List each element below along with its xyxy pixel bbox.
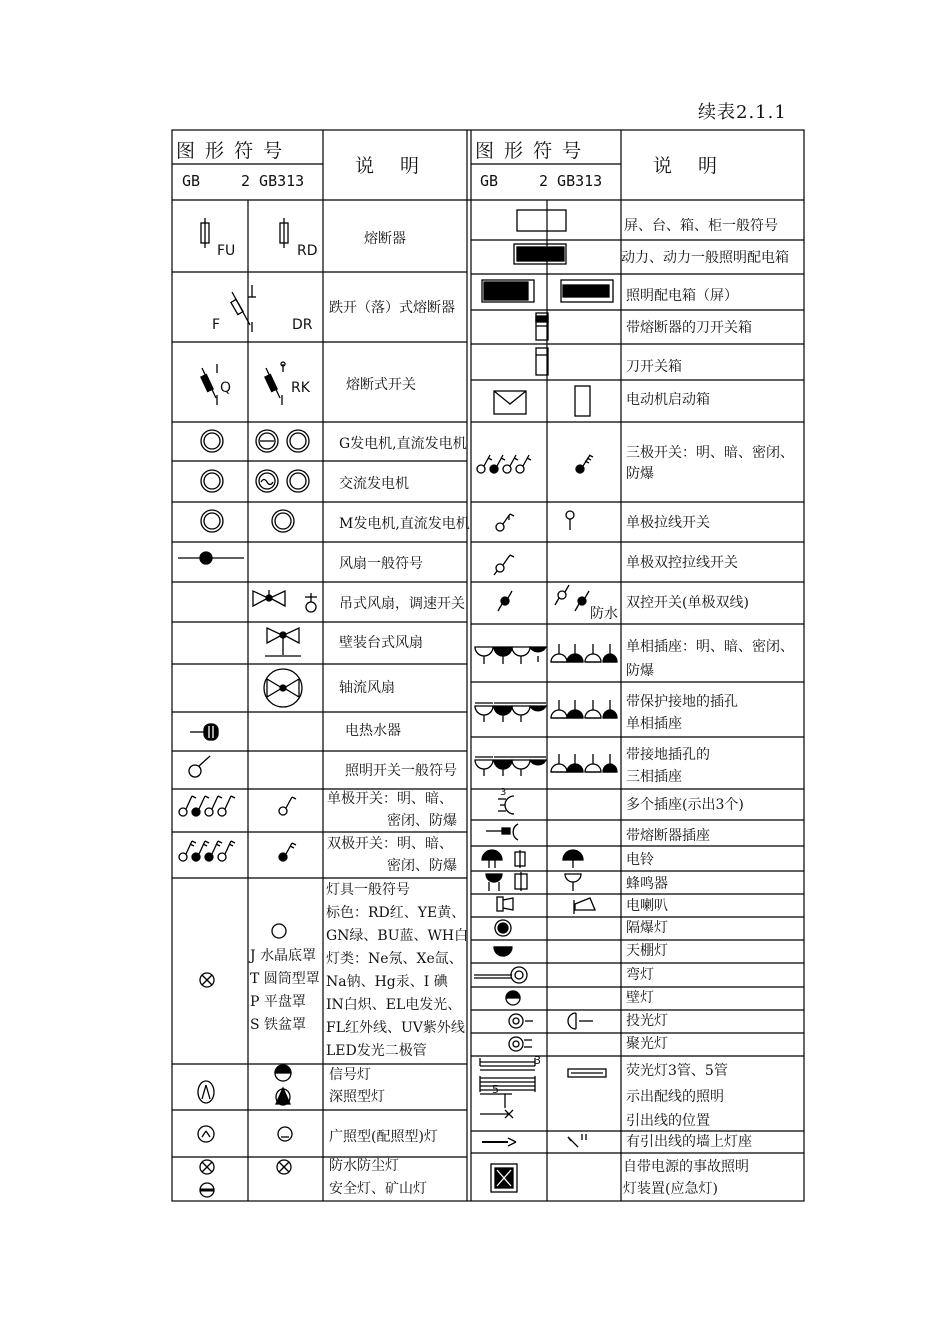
right-desc-panel: 屏、台、箱、柜一般符号 <box>624 218 778 234</box>
fuse-switch-label-q: Q <box>220 380 232 396</box>
socket-icons-2 <box>475 700 617 722</box>
left-desc-signal-lamp: 信号灯 <box>329 1067 371 1083</box>
drop-fuse-label-dr: DR <box>292 317 313 333</box>
buzzer-icons <box>486 872 581 891</box>
left-desc-m-generator: M发电机,直流发电机 <box>339 516 470 532</box>
continued-caption: 续表2.1.1 <box>698 102 787 123</box>
left-desc-lamp-line-8: LED发光二极管 <box>326 1043 427 1059</box>
drop-fuse-label-f: F <box>212 317 221 333</box>
wall-lampholder-icons <box>482 1134 586 1147</box>
motor-starter-icon <box>494 386 590 416</box>
knife-box-icon <box>536 348 548 375</box>
right-desc-wall-lamp: 壁灯 <box>626 990 654 1006</box>
right-desc-floodlight: 投光灯 <box>626 1013 668 1029</box>
lamp-type-4: S 铁盆罩 <box>250 1017 307 1033</box>
right-desc-motor-starter: 电动机启动箱 <box>626 392 710 408</box>
bent-lamp-icon <box>474 967 527 983</box>
left-desc-drop-fuse: 跌开（落）式熔断器 <box>329 300 455 316</box>
wall-lamp-icon <box>506 991 520 1005</box>
left-desc-g-generator: G发电机,直流发电机 <box>339 436 467 452</box>
right-desc-ground-socket-2: 单相插座 <box>626 716 682 732</box>
pull-switch-icons <box>496 511 574 531</box>
left-desc-water-heater: 电热水器 <box>345 723 401 739</box>
horn-icons <box>497 897 595 914</box>
emergency-light-icon <box>491 1164 517 1192</box>
three-pole-switch-icons <box>477 455 593 473</box>
left-desc-lamp-line-3: GN绿、BU蓝、WH白 <box>326 928 469 944</box>
left-desc-wall-fan: 壁装台式风扇 <box>339 635 423 651</box>
left-desc-lamp-line-2: 标色：RD红、YE黄、 <box>326 905 466 921</box>
right-desc-pull-switch: 单极拉线开关 <box>626 515 710 531</box>
left-desc-lamp-line-1: 灯具一般符号 <box>326 882 410 898</box>
floodlight-icons <box>509 1013 593 1029</box>
right-desc-socket-1: 单相插座：明、暗、密闭、 <box>626 639 794 655</box>
right-desc-3pole-2: 防爆 <box>626 466 654 482</box>
header-gb-left: GB <box>182 172 201 190</box>
right-desc-fuse-socket: 带熔断器插座 <box>626 828 710 844</box>
right-desc-horn: 电喇叭 <box>626 898 668 914</box>
left-desc-axial-fan: 轴流风扇 <box>339 680 395 696</box>
left-desc-waterproof-lamp: 防水防尘灯 <box>329 1158 399 1174</box>
header-gb-suffix-left: 2 GB313 <box>241 172 305 190</box>
right-desc-3phase-2: 三相插座 <box>626 769 682 785</box>
power-box-icon <box>514 244 566 264</box>
left-desc-fuse: 熔断器 <box>364 231 406 247</box>
lamp-type-2: T 圆筒型罩 <box>250 971 320 987</box>
two-way-switch-icons <box>498 585 589 611</box>
right-desc-fuse-knife-box: 带熔断器的刀开关箱 <box>626 320 752 336</box>
right-desc-knife-box: 刀开关箱 <box>626 359 682 375</box>
left-desc-single-pole-1: 单极开关：明、暗、 <box>327 791 453 807</box>
right-desc-wall-lampholder: 有引出线的墙上灯座 <box>626 1134 752 1150</box>
right-desc-fluorescent-2: 示出配线的照明 <box>626 1089 724 1105</box>
left-desc-fuse-switch: 熔断式开关 <box>346 377 416 393</box>
socket-icons-1 <box>475 644 617 664</box>
lighting-box-icon <box>482 280 613 302</box>
header-description-left: 说 明 <box>355 155 430 177</box>
left-desc-fan: 风扇一般符号 <box>339 556 423 572</box>
right-desc-buzzer: 蜂鸣器 <box>626 876 668 892</box>
left-desc-deep-lamp: 深照型灯 <box>329 1089 385 1105</box>
bell-icons <box>482 850 583 868</box>
fuse-label-rd: RD <box>297 243 318 259</box>
header-gb-right: GB <box>480 172 499 190</box>
right-desc-3pole-1: 三极开关：明、暗、密闭、 <box>626 445 794 461</box>
right-desc-fluorescent-3: 引出线的位置 <box>626 1113 710 1129</box>
left-desc-safety-lamp: 安全灯、矿山灯 <box>329 1181 427 1197</box>
lamp-type-1: J 水晶底罩 <box>250 948 317 964</box>
right-desc-ceiling-lamp: 天棚灯 <box>626 943 668 959</box>
fuse-switch-label-rk: RK <box>291 380 310 396</box>
fluorescent-count-3: 3 <box>534 1054 541 1067</box>
right-desc-fluorescent-1: 荧光灯3管、5管 <box>626 1063 728 1079</box>
left-desc-ceiling-fan: 吊式风扇，调速开关 <box>339 596 465 612</box>
right-desc-explosion-proof: 隔爆灯 <box>626 920 668 936</box>
header-description-right: 说 明 <box>653 155 728 177</box>
right-desc-bent-lamp: 弯灯 <box>626 967 654 983</box>
right-desc-bell: 电铃 <box>626 852 654 868</box>
right-desc-spotlight: 聚光灯 <box>626 1036 668 1052</box>
right-desc-2way-switch: 双控开关(单极双线) <box>626 595 749 611</box>
right-desc-socket-2: 防爆 <box>626 663 654 679</box>
header-symbol-left: 图 形 符 号 <box>176 140 285 162</box>
fluorescent-count-5: 5 <box>492 1083 499 1096</box>
fuse-knife-box-icon <box>536 313 548 340</box>
ceiling-lamp-icon <box>494 947 512 956</box>
left-desc-lamp-line-7: FL红外线、UV紫外线 <box>326 1020 465 1036</box>
multi-socket-count: 3 <box>500 787 507 798</box>
right-desc-ground-socket-1: 带保护接地的插孔 <box>626 694 738 710</box>
left-desc-lamp-line-6: IN白炽、EL电发光、 <box>326 997 462 1013</box>
right-desc-2way-pull: 单极双控拉线开关 <box>626 555 738 571</box>
right-desc-lighting-box: 照明配电箱（屏） <box>626 288 738 304</box>
header-symbol-right: 图 形 符 号 <box>475 140 584 162</box>
left-desc-ac-generator: 交流发电机 <box>339 476 409 492</box>
explosion-proof-lamp-icon <box>495 920 511 936</box>
left-desc-double-pole-2: 密闭、防爆 <box>387 858 457 874</box>
spotlight-icon <box>509 1037 532 1051</box>
left-desc-lamp-line-5: Na钠、Hg汞、I 碘 <box>326 974 448 990</box>
fuse-socket-icon <box>486 824 518 840</box>
header-gb-suffix-right: 2 GB313 <box>539 172 603 190</box>
left-desc-light-switch: 照明开关一般符号 <box>345 763 457 779</box>
left-desc-lamp-line-4: 灯类：Ne氖、Xe氙、 <box>326 951 463 967</box>
right-desc-3phase-1: 带接地插孔的 <box>626 747 710 763</box>
left-desc-wide-lamp: 广照型(配照型)灯 <box>329 1129 438 1145</box>
right-desc-emergency-1: 自带电源的事故照明 <box>623 1159 749 1175</box>
left-desc-single-pole-2: 密闭、防爆 <box>387 813 457 829</box>
two-way-pull-switch-icon <box>494 555 514 575</box>
socket-icons-3 <box>475 754 617 776</box>
waterproof-label: 防水 <box>590 606 618 622</box>
multi-socket-icon <box>498 796 514 814</box>
right-desc-power-box: 动力、动力一般照明配电箱 <box>621 250 789 266</box>
right-desc-emergency-2: 灯装置(应急灯) <box>623 1181 718 1197</box>
lamp-type-3: P 平盘罩 <box>250 994 306 1010</box>
fuse-label-fu: FU <box>217 243 236 259</box>
panel-icon <box>517 210 566 231</box>
left-desc-double-pole-1: 双极开关：明、暗、 <box>327 836 453 852</box>
right-desc-multi-socket: 多个插座(示出3个) <box>626 797 744 813</box>
